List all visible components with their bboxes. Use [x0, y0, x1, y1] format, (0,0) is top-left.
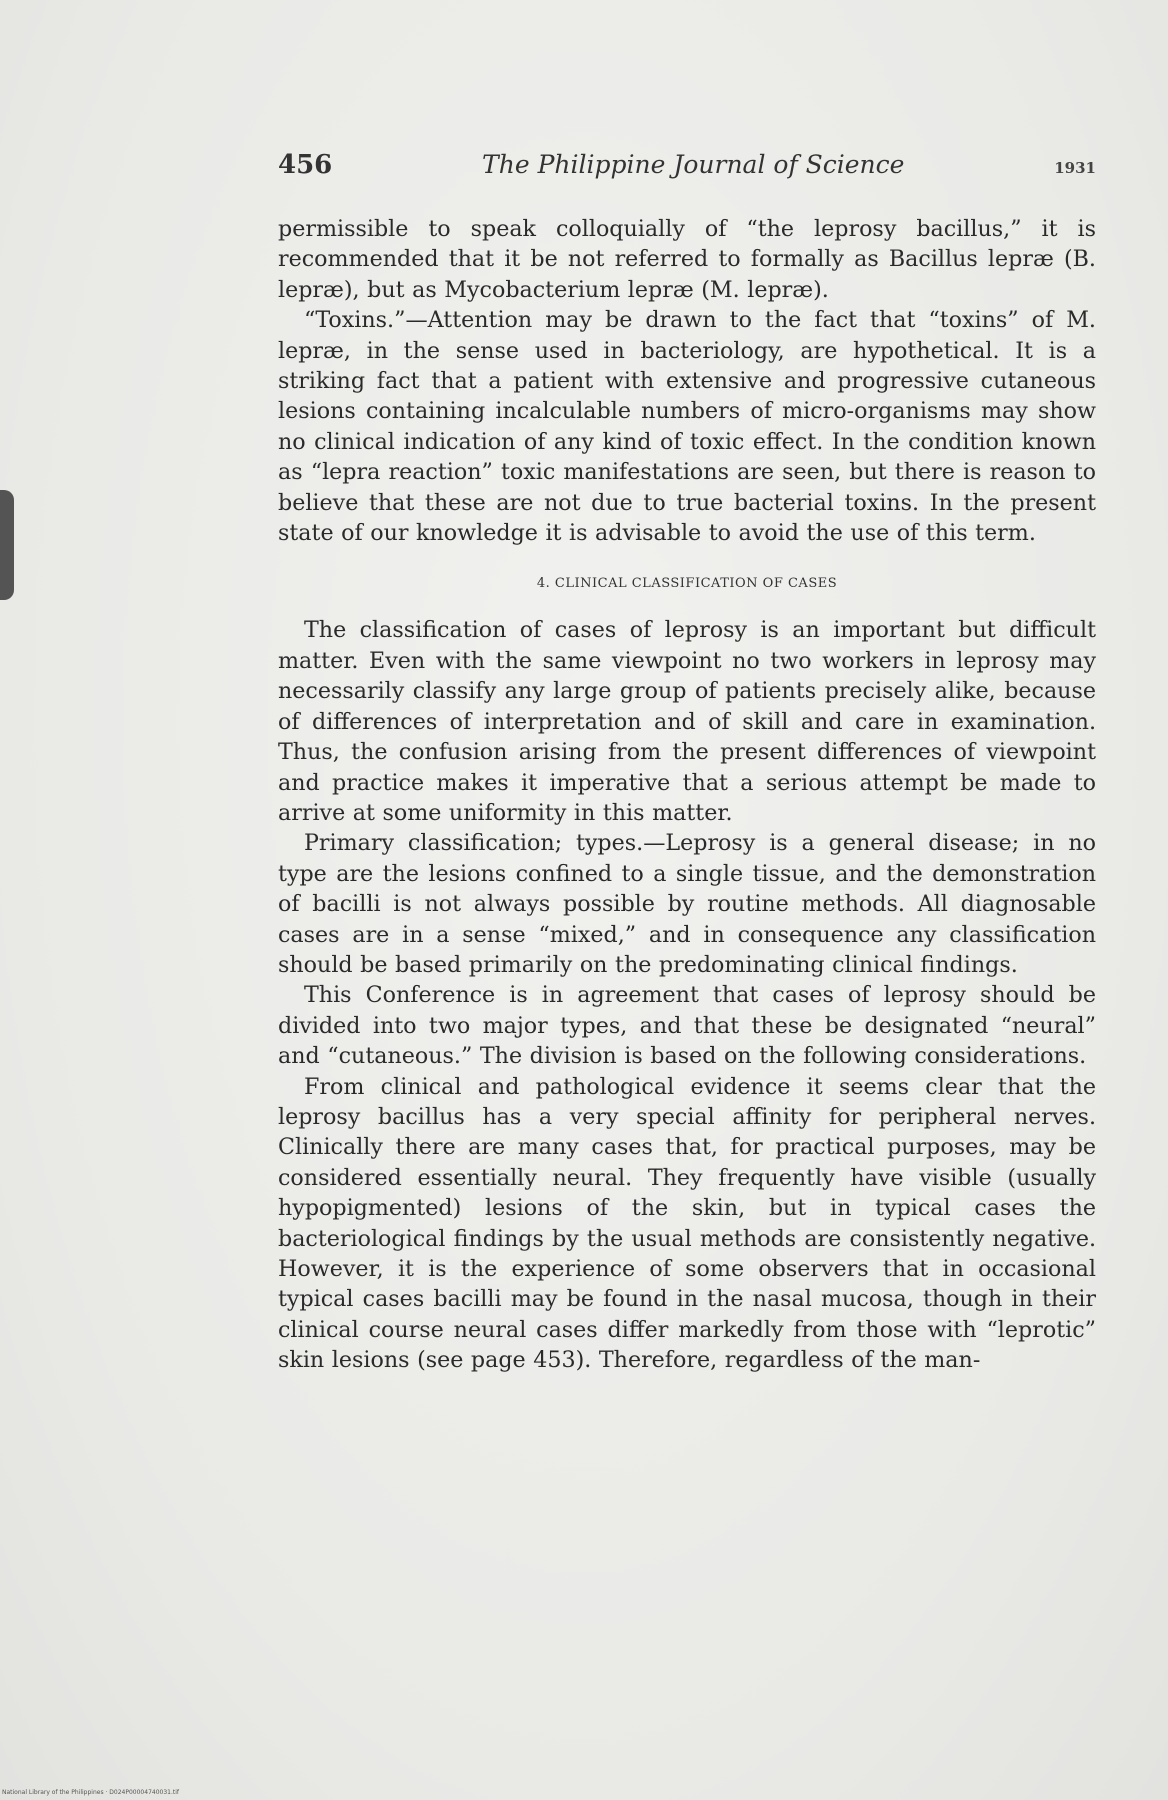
paragraph-toxins: “Toxins.”—Attention may be drawn to the fact that “toxins” of M. lepræ, in the sense used in bacteriology, are hypothetical. It is a striking fact that a patient with extensive and progressive cutaneous lesions containing incalculable numbers of micro-organisms may show no clinical indication of any kind of toxic effect. In the condition known as “lepra reaction” toxic manifestations are seen, but there is reason to believe that these are not due to true bacterial toxins. In the present state of our knowledge it is advisable to avoid the use of this term.: [278, 307, 1096, 547]
paragraph-conference-agreement: This Conference is in agreement that cases of leprosy should be divided into two major types, and that these be designated “neural” and “cutaneous.” The division is based on the following considerations.: [278, 982, 1096, 1070]
text-block: [278, 150, 1096, 1376]
paragraph-primary-classification: Primary classification; types.—Leprosy is a general disease; in no type are the lesions confined to a single tissue, and the demonstration of bacilli is not always possible by routine methods. All diagnosable cases are in a sense “mixed,” and in consequence any classification should be based primarily on the predominating clinical findings.: [278, 830, 1096, 978]
section-heading: 4. CLINICAL CLASSIFICATION OF CASES: [536, 576, 838, 592]
paragraph-clinical-evidence: From clinical and pathological evidence it seems clear that the leprosy bacillus has a very special affinity for peripheral nerves. Clinically there are many cases that, for practical purposes, may be considered essentially neural. They frequently have visible (usually hypopigmented) lesions of the skin, but in typical cases the bacteriological findings by the usual methods are consistently negative. However, it is the experience of some observers that in occasional typical cases bacilli may be found in the nasal mucosa, though in their clinical course neural cases differ markedly from those with “leprotic” skin lesions (see page 453). Therefore, regardless of the man-: [278, 1073, 1096, 1374]
paragraph-classification-intro: The classification of cases of leprosy is an important but difficult matter. Even with the same viewpoint no two workers in leprosy may necessarily classify any large group of patients precisely alike, because of differences of interpretation and of skill and care in examination. Thus, the confusion arising from the present differences of viewpoint and practice makes it imperative that a serious attempt be made to arrive at some uniformity in this matter.: [278, 617, 1096, 826]
binding-shadow: [0, 490, 14, 600]
page-number: 456: [278, 150, 333, 180]
publication-year: 1931: [1054, 159, 1096, 177]
paragraph-continuation: permissible to speak colloquially of “the leprosy bacillus,” it is recommended that it be not referred to formally as Bacillus lepræ (B. lepræ), but as Mycobacterium lepræ (M. lepræ).: [278, 216, 1096, 303]
running-head: [278, 150, 1096, 180]
journal-title: The Philippine Journal of Science: [482, 150, 905, 179]
scan-source-note: National Library of the Philippines · D024P00004740031.tif: [2, 1789, 180, 1796]
